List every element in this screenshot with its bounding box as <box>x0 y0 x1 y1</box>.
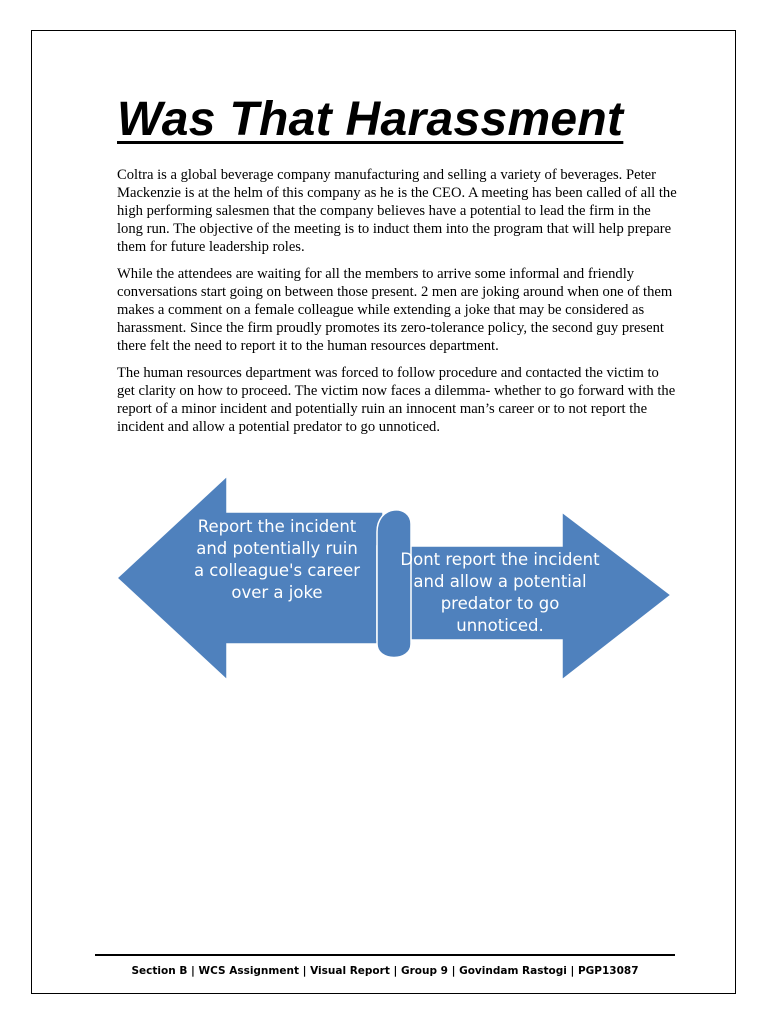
right-arrow-line: and allow a potential <box>413 572 587 591</box>
right-arrow-line: unnoticed. <box>456 616 544 635</box>
right-arrow-line: predator to go <box>440 594 560 613</box>
left-arrow-line: Report the incident <box>197 517 357 536</box>
paragraph-2: While the attendees are waiting for all the members to arrive some informal and friendly conversations start going on between those present. 2 men are joking around when one of them makes a comment on a female colleague while extending a joke that may be considered as harassment. Since the firm proudly promotes its zero-tolerance policy, the second guy present there felt the need to report it to the human resources department. <box>117 266 673 354</box>
left-arrow-line: a colleague's career <box>193 561 361 580</box>
left-arrow-text <box>177 516 377 604</box>
footer-divider <box>95 954 675 956</box>
document-title: Was That Harassment <box>117 93 624 146</box>
left-arrow-line: over a joke <box>231 583 323 602</box>
dilemma-diagram <box>115 474 675 689</box>
paragraph-1: Coltra is a global beverage company manufacturing and selling a variety of beverages. Peter Mackenzie is at the helm of this company as he is the CEO. A meeting has been called of all the high performing salesmen that the company believes have a potential to lead the firm in the long run. The objective of the meeting is to induct them into the program that will help prepare them for future leadership roles. <box>117 167 677 255</box>
right-arrow-text <box>385 549 615 637</box>
document-body <box>117 166 677 445</box>
paragraph-3: The human resources department was forced to follow procedure and contacted the victim to get clarity on how to proceed. The victim now faces a dilemma- whether to go forward with the report of a minor incident and potentially ruin an innocent man’s career or to not report the incident and allow a potential predator to go unnoticed. <box>117 365 676 435</box>
left-arrow-line: and potentially ruin <box>196 539 358 558</box>
footer-text: Section B | WCS Assignment | Visual Report | Group 9 | Govindam Rastogi | PGP13087 <box>131 965 639 977</box>
right-arrow-line: Dont report the incident <box>400 550 600 569</box>
